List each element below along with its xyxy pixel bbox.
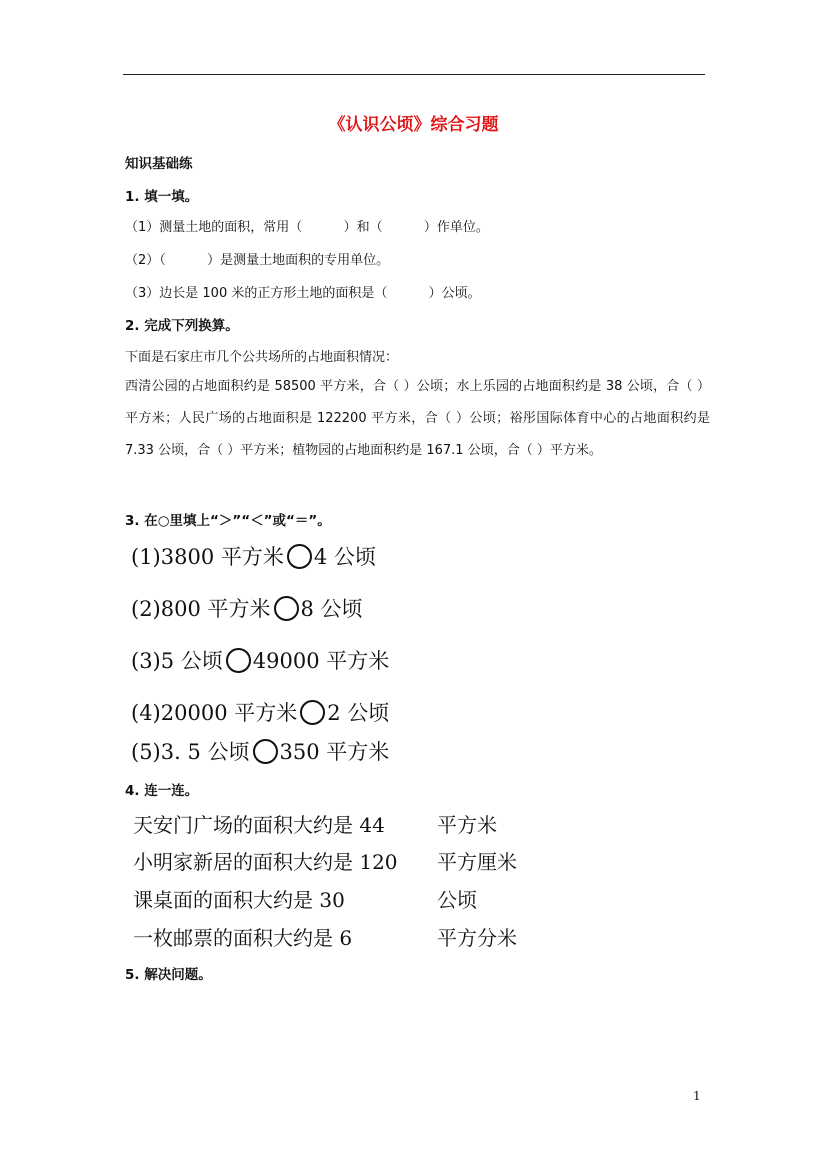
- q3-item-4-left: (4)20000 平方米: [131, 701, 298, 725]
- q1-item-1: （1）测量土地的面积，常用（ ）和（ ）作单位。: [125, 220, 489, 235]
- q3-item-5-left: (5)3. 5 公顷: [131, 740, 250, 764]
- q2-intro: 下面是石家庄市几个公共场所的占地面积情况：: [125, 350, 399, 365]
- q4-left-item-3: 课桌面的面积大约是 30: [133, 888, 345, 912]
- q3-item-5: [131, 736, 389, 766]
- q3-item-3-left: (3)5 公顷: [131, 649, 223, 673]
- answer-circle: [300, 700, 325, 725]
- q4-right-item-3: 公顷: [437, 888, 477, 912]
- q3-item-3: [131, 645, 389, 675]
- q1-item-2: （2）（ ）是测量土地面积的专用单位。: [125, 253, 390, 268]
- q4-left-item-2: 小明家新居的面积大约是 120: [133, 850, 398, 874]
- q4-left-item-4: 一枚邮票的面积大约是 6: [133, 926, 353, 950]
- q3-heading: 3. 在○里填上“＞”“＜”或“＝”。: [125, 513, 331, 529]
- q3-item-1-left: (1)3800 平方米: [131, 545, 284, 569]
- q4-heading: 4. 连一连。: [125, 783, 199, 799]
- answer-circle: [274, 596, 299, 621]
- q3-item-1-right: 4 公顷: [313, 545, 376, 569]
- q3-item-4-right: 2 公顷: [327, 701, 390, 725]
- q3-item-5-right: 350 平方米: [279, 740, 390, 764]
- q3-item-3-right: 49000 平方米: [252, 649, 390, 673]
- q3-item-2-right: 8 公顷: [300, 597, 363, 621]
- q4-left-item-1: 天安门广场的面积大约是 44: [133, 813, 385, 837]
- answer-circle: [287, 544, 312, 569]
- q3-item-1: [131, 541, 376, 571]
- q4-right-item-1: 平方米: [437, 813, 497, 837]
- q2-heading: 2. 完成下列换算。: [125, 318, 239, 334]
- q2-paragraph: 西清公园的占地面积约是 58500 平方米，合（ ）公顷；水上乐园的占地面积约是 38 公顷，合（ ）平方米；人民广场的占地面积是 122200 平方米，合（ ）公顷；裕彤国际体育中心的占地面积约是 7.33 公顷，合（ ）平方米；植物园的占地面积约是 167.1 公顷，合（ ）平方米。: [125, 379, 710, 458]
- q1-heading: 1. 填一填。: [125, 189, 199, 205]
- q4-right-item-4: 平方分米: [437, 926, 517, 950]
- q1-item-3: （3）边长是 100 米的正方形土地的面积是（ ）公顷。: [125, 286, 481, 301]
- section-heading: 知识基础练: [125, 156, 193, 172]
- q4-right-item-2: 平方厘米: [437, 850, 517, 874]
- q5-heading: 5. 解决问题。: [125, 967, 212, 983]
- page-title: 《认识公顷》综合习题: [328, 115, 499, 135]
- answer-circle: [226, 648, 251, 673]
- header-rule: [123, 74, 705, 75]
- page-number: 1: [693, 1089, 701, 1103]
- q3-item-2: [131, 593, 363, 623]
- q3-item-4: [131, 697, 389, 727]
- q3-item-2-left: (2)800 平方米: [131, 597, 271, 621]
- answer-circle: [253, 739, 278, 764]
